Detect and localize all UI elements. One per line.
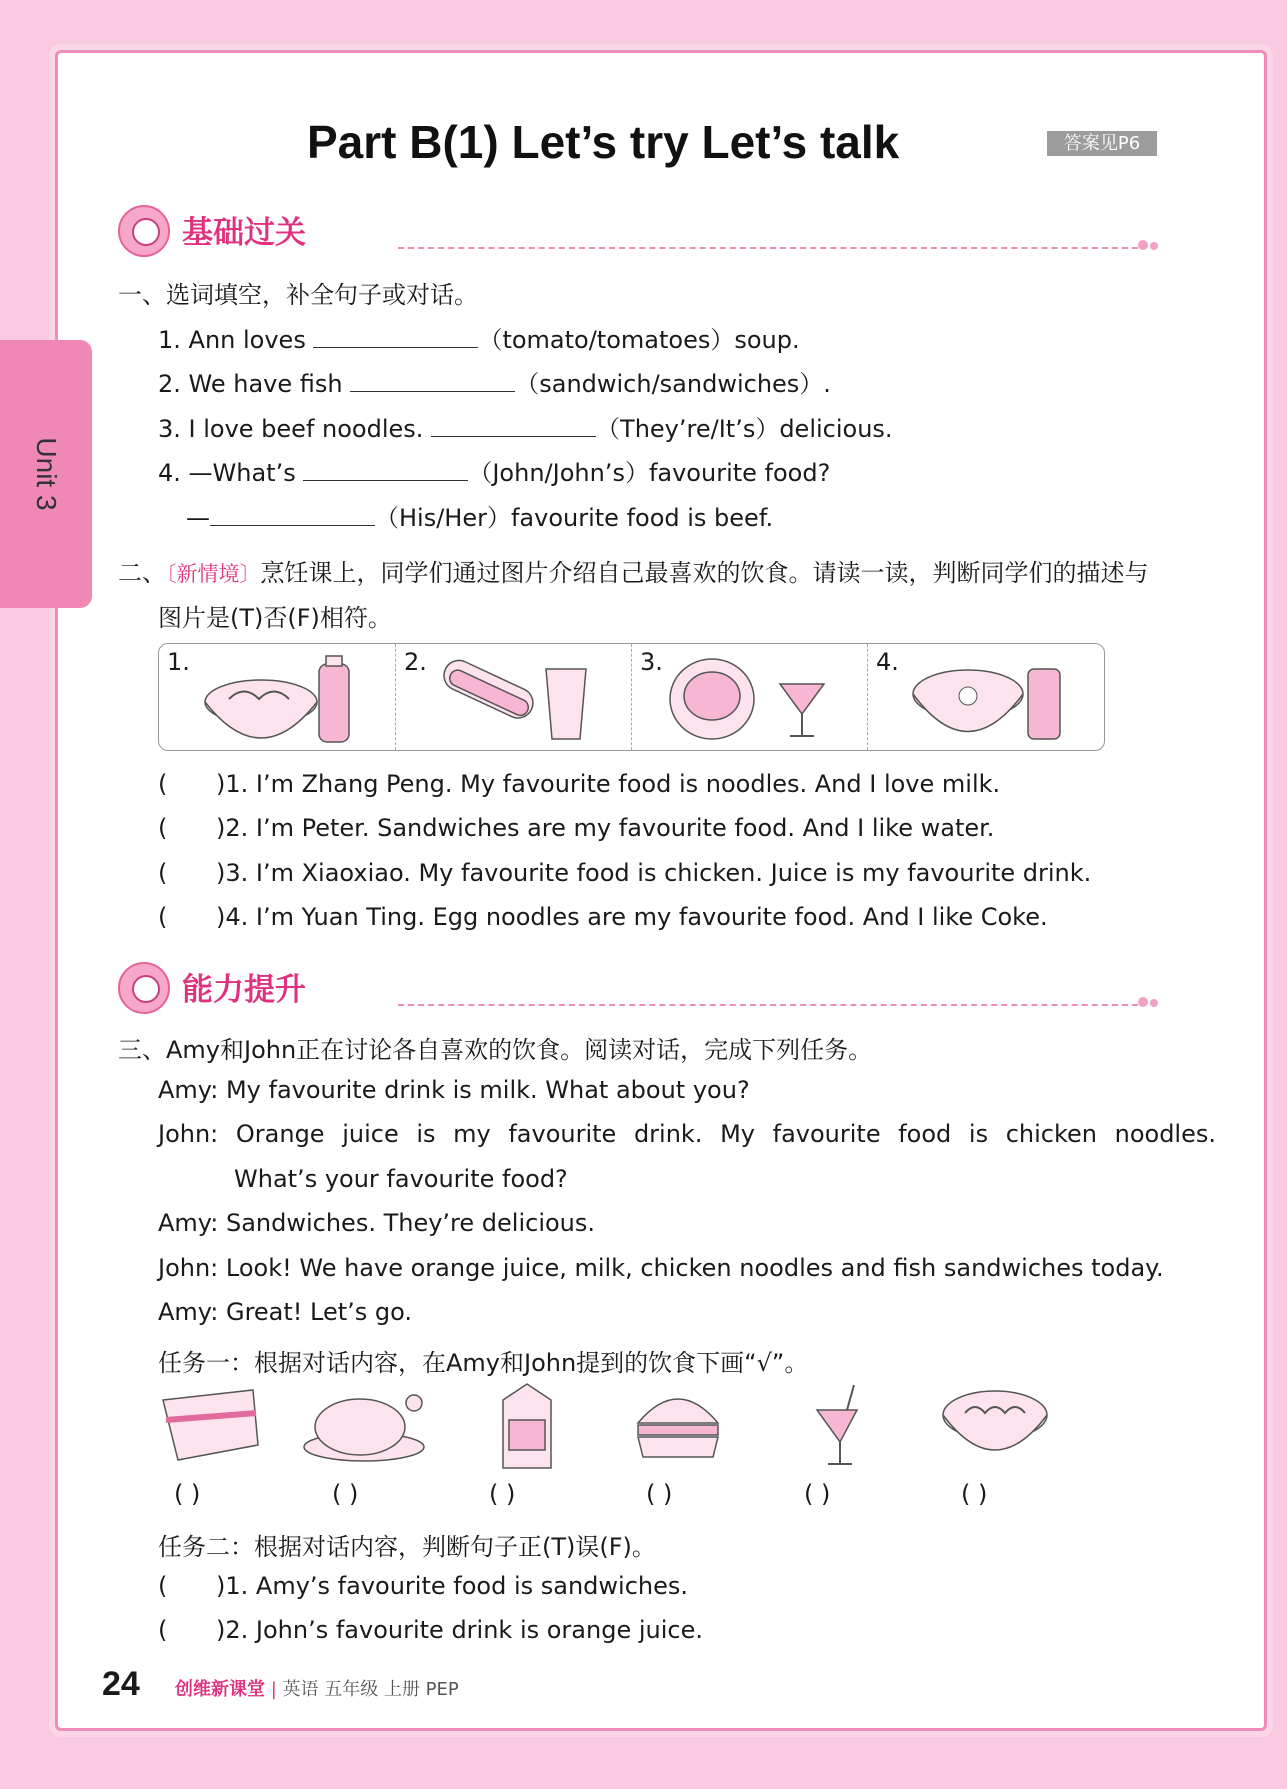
unit-tab-label: Unit 3 [31, 437, 62, 511]
picture-2: 2. [395, 644, 632, 750]
answer-reference-badge: 答案见P6 [1047, 131, 1157, 156]
answer-blank[interactable] [350, 369, 515, 392]
q1-item-4: 4. —What’s （John/John’s）favourite food? [158, 459, 831, 487]
tick-answer-6[interactable]: ( ) [961, 1480, 988, 1508]
milk-carton-image [495, 1380, 560, 1470]
q1-item-4-reply: — （His/Her）favourite food is beef. [186, 504, 774, 532]
answer-blank[interactable] [210, 503, 375, 526]
new-context-tag: 〔新情境〕 [166, 562, 261, 586]
dialogue-line-1: Amy: My favourite drink is milk. What about you? [158, 1076, 750, 1104]
answer-blank[interactable] [313, 325, 478, 348]
unit-tab [0, 340, 92, 608]
picture-3: 3. [631, 644, 868, 750]
juice-glass-image [812, 1380, 867, 1470]
picture-4: 4. [867, 644, 1104, 750]
tick-answer-5[interactable]: ( ) [804, 1480, 831, 1508]
tick-answer-1[interactable]: ( ) [174, 1480, 201, 1508]
dialogue-line-2-cont: What’s your favourite food? [234, 1165, 568, 1193]
hamburger-image [633, 1385, 723, 1465]
task2-instruction: 任务二：根据对话内容，判断句子正(T)误(F)。 [158, 1533, 656, 1561]
section-heading-advanced [118, 962, 1158, 1012]
section-heading-basic [118, 205, 1158, 255]
page-title: Part B(1) Let’s try Let’s talk [307, 116, 900, 168]
q2-instruction-line1: 二、〔新情境〕烹饪课上，同学们通过图片介绍自己最喜欢的饮食。请读一读，判断同学们的描述与 [118, 559, 1149, 587]
q2-statement-3: ( )3. I’m Xiaoxiao. My favourite food is chicken. Juice is my favourite drink. [158, 859, 1092, 887]
q3-instruction: 三、Amy和John正在讨论各自喜欢的饮食。阅读对话，完成下列任务。 [118, 1036, 873, 1064]
task1-instruction: 任务一：根据对话内容，在Amy和John提到的饮食下画“√”。 [158, 1349, 809, 1377]
section-heading-label: 基础过关 [182, 215, 306, 251]
q2-statement-4: ( )4. I’m Yuan Ting. Egg noodles are my favourite food. And I like Coke. [158, 903, 1048, 931]
sandwich-image [158, 1385, 263, 1465]
mascot-icon [118, 962, 170, 1014]
tick-answer-3[interactable]: ( ) [489, 1480, 516, 1508]
dialogue-line-5: Amy: Great! Let’s go. [158, 1298, 413, 1326]
q2-instruction-line2: 图片是(T)否(F)相符。 [158, 604, 392, 632]
picture-strip [158, 643, 1105, 751]
q2-statement-1: ( )1. I’m Zhang Peng. My favourite food is noodles. And I love milk. [158, 770, 1001, 798]
tick-answer-2[interactable]: ( ) [332, 1480, 359, 1508]
dialogue-line-2: John: Orange juice is my favourite drink. My favourite food is chicken noodles. [158, 1120, 1216, 1148]
mascot-icon [118, 205, 170, 257]
roast-chicken-image [302, 1385, 432, 1465]
q1-instruction: 一、选词填空，补全句子或对话。 [118, 281, 478, 309]
page-number: 24 [102, 1665, 140, 1703]
q2-statement-2: ( )2. I’m Peter. Sandwiches are my favourite food. And I like water. [158, 814, 995, 842]
footer-info: 创维新课堂 | 英语 五年级 上册 PEP [175, 1679, 459, 1700]
q1-item-1: 1. Ann loves （tomato/tomatoes）soup. [158, 326, 800, 354]
dialogue-line-3: Amy: Sandwiches. They’re delicious. [158, 1209, 596, 1237]
q1-item-2: 2. We have fish （sandwich/sandwiches）. [158, 370, 831, 398]
picture-1: 1. [159, 644, 395, 750]
noodle-bowl-image [940, 1385, 1050, 1465]
task2-item-2: ( )2. John’s favourite drink is orange juice. [158, 1616, 703, 1644]
tick-answer-4[interactable]: ( ) [646, 1480, 673, 1508]
section-heading-label: 能力提升 [182, 972, 306, 1008]
task2-item-1: ( )1. Amy’s favourite food is sandwiches. [158, 1572, 688, 1600]
q1-item-3: 3. I love beef noodles. （They’re/It’s）delicious. [158, 415, 893, 443]
dialogue-line-4: John: Look! We have orange juice, milk, chicken noodles and fish sandwiches today. [158, 1254, 1164, 1282]
answer-blank[interactable] [303, 458, 468, 481]
answer-blank[interactable] [431, 414, 596, 437]
